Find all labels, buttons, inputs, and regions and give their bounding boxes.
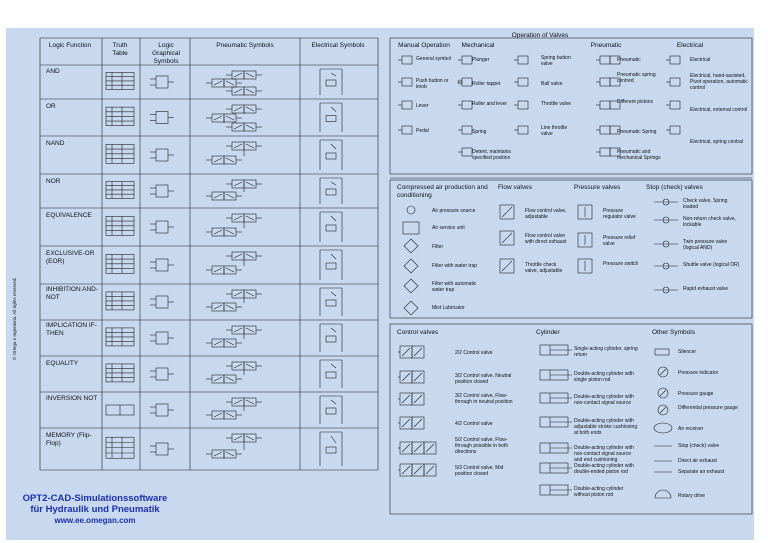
logic-gate-symbol bbox=[156, 221, 168, 233]
actuator-symbol bbox=[402, 101, 412, 109]
relay-coil bbox=[326, 336, 336, 342]
actuator-symbol bbox=[462, 56, 472, 64]
gauge-needle bbox=[660, 390, 666, 396]
flow-arrow bbox=[246, 328, 254, 332]
flow-arrow bbox=[226, 268, 234, 272]
pressure-title: Pressure valves bbox=[574, 184, 621, 191]
flow-arrow bbox=[234, 254, 242, 258]
control-flow-arrow bbox=[414, 444, 422, 452]
valve-manual-label: Lever bbox=[416, 103, 429, 109]
valves-col-manual: Manual Operation bbox=[398, 42, 450, 49]
flow-arrow bbox=[234, 216, 242, 220]
flow-arrow bbox=[214, 230, 222, 234]
control-flow-arrow bbox=[426, 444, 434, 452]
control-flow-arrow bbox=[402, 348, 410, 356]
copyright-note: © Ortega e Ingenieria. All rights reserved. bbox=[12, 277, 17, 360]
logic-row-name: OR bbox=[46, 103, 56, 110]
filter-diamond bbox=[404, 259, 418, 273]
filter-diamond bbox=[404, 239, 418, 253]
valve-mechanical2-label: Line throttle valve bbox=[541, 125, 568, 137]
control-flow-arrow bbox=[414, 373, 422, 381]
control-item-label: 5/2 Control valve, Flow-through possible in both directions bbox=[455, 437, 509, 455]
valve-mechanical2-label: Throttle valve bbox=[541, 101, 572, 107]
pressure-item-label: Pressure switch bbox=[603, 261, 639, 267]
control-item-label: 2/2 Control valve bbox=[455, 350, 493, 356]
control-flow-arrow bbox=[402, 444, 410, 452]
flow-item-label: Flow control valve, adjustable bbox=[525, 208, 567, 220]
gauge-needle bbox=[660, 369, 666, 375]
flow-arrow bbox=[234, 182, 242, 186]
valve-mechanical-label: Detent, maintains specified position bbox=[472, 149, 511, 161]
actuator-symbol bbox=[402, 78, 412, 86]
switch-contact bbox=[331, 292, 336, 296]
flow-arrow bbox=[226, 305, 234, 309]
flow-arrow bbox=[214, 452, 222, 456]
adjust-arrow bbox=[502, 233, 512, 243]
rotary-drive-symbol bbox=[655, 490, 671, 498]
flow-arrow bbox=[234, 89, 242, 93]
flow-arrow bbox=[234, 328, 242, 332]
header-logic-graphical: Logic Graphical Symbols bbox=[152, 42, 180, 65]
flow-arrow bbox=[226, 194, 234, 198]
logic-gate-symbol bbox=[156, 296, 168, 308]
flow-arrow bbox=[214, 377, 222, 381]
relay-coil bbox=[326, 300, 336, 306]
logic-row-name: INVERSION NOT bbox=[46, 395, 98, 402]
valve-manual-label: General symbol bbox=[416, 56, 452, 62]
valve-mechanical-label: Plunger bbox=[472, 57, 490, 63]
flow-item-label: Flow control valve with direct exhaust bbox=[525, 233, 567, 245]
other-item-label: Stop (check) valve bbox=[678, 443, 720, 449]
switch-contact bbox=[331, 364, 336, 368]
relay-coil bbox=[326, 116, 336, 122]
relay-coil bbox=[326, 372, 336, 378]
pressure-item-label: Pressure relief valve bbox=[603, 235, 636, 247]
check-item-label: Non-return check valve, lockable bbox=[683, 216, 736, 228]
flow-arrow bbox=[226, 116, 234, 120]
control-flow-arrow bbox=[402, 373, 410, 381]
logic-row-name: EQUIVALENCE bbox=[46, 212, 92, 219]
gauge-needle bbox=[660, 407, 666, 413]
flow-arrow bbox=[226, 230, 234, 234]
valves-col-pneumatic: Pneumatic bbox=[590, 42, 622, 49]
control-flow-arrow bbox=[402, 419, 410, 427]
valve-pneumatic-label: Different pistons bbox=[617, 99, 654, 105]
flow-arrow bbox=[246, 182, 254, 186]
actuator-symbol bbox=[462, 101, 472, 109]
cylinder-item-label: Double-acting cylinder with non-contact signal source and end cushioning bbox=[574, 445, 634, 463]
compressed-item-label: Filter with water trap bbox=[432, 263, 478, 269]
pressure-item-label: Pressure regulator valve bbox=[603, 208, 636, 220]
logic-gate-symbol bbox=[156, 112, 168, 124]
compressed-item-label: Filter with automatic water trap bbox=[432, 281, 477, 293]
relay-coil bbox=[326, 408, 336, 414]
flow-arrow bbox=[246, 400, 254, 404]
actuator-symbol bbox=[600, 78, 610, 86]
footer-line-2: für Hydraulik und Pneumatik bbox=[30, 504, 160, 515]
valves-col-electrical: Electrical bbox=[676, 42, 704, 49]
pressure-source-circle bbox=[407, 206, 415, 214]
filter-diamond bbox=[404, 279, 418, 293]
actuator-symbol bbox=[462, 78, 472, 86]
actuator-symbol bbox=[462, 126, 472, 134]
flow-arrow bbox=[226, 81, 234, 85]
control-item-label: 4/2 Control valve bbox=[455, 421, 493, 427]
control-flow-arrow bbox=[426, 466, 434, 474]
control-item-label: 5/3 Control valve, Mid position closed bbox=[455, 465, 504, 477]
valve-mechanical-label: Roller tappet bbox=[472, 81, 501, 87]
adjust-arrow bbox=[502, 207, 512, 217]
filter-diamond bbox=[404, 301, 418, 315]
control-flow-arrow bbox=[414, 466, 422, 474]
logic-row-name: EXCLUSIVE-OR (EOR) bbox=[46, 250, 95, 265]
flow-arrow bbox=[246, 436, 254, 440]
valve-mechanical2-label: Ball valve bbox=[541, 81, 563, 87]
flow-arrow bbox=[246, 364, 254, 368]
actuator-symbol bbox=[600, 126, 610, 134]
adjust-arrow bbox=[502, 261, 512, 271]
valve-mechanical-label: Spring bbox=[472, 129, 487, 135]
flow-arrow bbox=[214, 268, 222, 272]
control-item-label: 3/2 Control valve, Flow-through in neutral position bbox=[455, 393, 513, 405]
logic-gate-symbol bbox=[156, 332, 168, 344]
other-title: Other Symbols bbox=[652, 329, 695, 336]
cylinder-title: Cylinder bbox=[536, 329, 560, 336]
relay-coil bbox=[326, 153, 336, 159]
flow-arrow bbox=[234, 73, 242, 77]
flow-arrow bbox=[246, 216, 254, 220]
flow-arrow bbox=[214, 81, 222, 85]
logic-row-name: IMPLICATION IF-THEN bbox=[46, 322, 97, 337]
header-electrical-symbols: Electrical Symbols bbox=[311, 42, 365, 49]
flow-arrow bbox=[246, 254, 254, 258]
flow-arrow bbox=[246, 89, 254, 93]
valve-pneumatic-label: Pneumatic and mechanical Springs bbox=[617, 149, 661, 161]
compressed-item-label: Filter bbox=[432, 244, 444, 250]
actuator-symbol bbox=[600, 148, 610, 156]
header-truth-table: Truth Table bbox=[112, 42, 128, 57]
valve-electrical-label: Electrical, external control bbox=[690, 107, 748, 113]
logic-gate-symbol bbox=[156, 404, 168, 416]
valves-col-mechanical: Mechanical bbox=[461, 42, 495, 49]
cylinder-item-label: Double-acting cylinder with adjustable stroke cushioning at both ends bbox=[574, 418, 638, 436]
valve-electrical-label: Electrical bbox=[690, 57, 711, 63]
logic-row-name: INHIBITION AND-NOT bbox=[46, 286, 99, 301]
relay-coil bbox=[326, 263, 336, 269]
valve-mechanical2-label: Spring button valve bbox=[541, 55, 571, 67]
valve-electrical-label: Electrical, spring central bbox=[690, 139, 744, 145]
service-unit-box bbox=[403, 222, 419, 234]
flow-arrow bbox=[234, 292, 242, 296]
compressed-item-label: Air pressure source bbox=[432, 208, 476, 214]
air-receiver-ellipse bbox=[654, 423, 672, 433]
actuator-symbol bbox=[600, 101, 610, 109]
footer-brand bbox=[20, 493, 170, 526]
compressed-item-label: Mist Lubricator bbox=[432, 305, 465, 311]
valve-electrical-label: Electrical, hand-assisted, Pivot operation, automatic control bbox=[690, 73, 748, 91]
actuator-symbol bbox=[462, 148, 472, 156]
check-item-label: Check valve, Spring loaded bbox=[683, 198, 728, 210]
logic-row-name: EQUALITY bbox=[46, 360, 79, 367]
flow-arrow bbox=[214, 413, 222, 417]
flow-arrow bbox=[246, 125, 254, 129]
cylinder-item-label: Single-acting cylinder, spring return bbox=[574, 346, 638, 358]
logic-row-name: AND bbox=[46, 68, 60, 75]
logic-gate-symbol bbox=[156, 259, 168, 271]
flow-arrow bbox=[234, 144, 242, 148]
flow-arrow bbox=[246, 292, 254, 296]
check-item-label: Twin pressure valve (logical AND) bbox=[683, 239, 728, 251]
switch-contact bbox=[331, 436, 336, 443]
control-title: Control valves bbox=[397, 329, 439, 336]
flow-title: Flow valves bbox=[498, 184, 532, 191]
check-item-label: Shuttle valve (logical OR) bbox=[683, 262, 740, 268]
switch-contact bbox=[331, 107, 336, 112]
logic-gate-symbol bbox=[156, 76, 168, 88]
logic-gate-symbol bbox=[156, 368, 168, 380]
cylinder-item-label: Double-acting cylinder with double-ended piston rod bbox=[574, 463, 634, 475]
other-item-label: Rotary drive bbox=[678, 493, 705, 499]
logic-row-name: NOR bbox=[46, 178, 61, 185]
actuator-symbol bbox=[600, 56, 610, 64]
control-flow-arrow bbox=[402, 466, 410, 474]
flow-arrow bbox=[226, 341, 234, 345]
silencer-box bbox=[655, 349, 669, 355]
control-flow-arrow bbox=[414, 348, 422, 356]
other-item-label: Air receiver bbox=[678, 426, 704, 432]
flow-arrow bbox=[234, 400, 242, 404]
control-item-label: 3/2 Control valve, Neutral position closed bbox=[455, 373, 512, 385]
flow-arrow bbox=[214, 194, 222, 198]
actuator-symbol bbox=[402, 56, 412, 64]
logic-row-name: NAND bbox=[46, 140, 65, 147]
logic-gate-symbol bbox=[156, 185, 168, 197]
logic-gate-symbol bbox=[156, 443, 168, 455]
relay-coil bbox=[326, 80, 336, 86]
valve-mechanical-label: Roller and lever bbox=[472, 101, 508, 107]
flow-arrow bbox=[226, 158, 234, 162]
other-item-label: Differential pressure gauge bbox=[678, 405, 738, 411]
valves-title: Operation of Valves bbox=[511, 32, 569, 39]
switch-contact bbox=[331, 182, 336, 185]
switch-contact bbox=[331, 400, 336, 404]
valve-pneumatic-label: Pneumatic Spring bbox=[617, 129, 657, 135]
logic-row-name: MEMORY (Flip-Flop) bbox=[46, 432, 92, 447]
other-item-label: Pressure gauge bbox=[678, 391, 714, 397]
footer-url[interactable]: www.ee.omegan.com bbox=[54, 516, 136, 525]
switch-contact bbox=[331, 216, 336, 221]
switch-contact bbox=[331, 144, 336, 149]
flow-item-label: Throttle check valve, adjustable bbox=[525, 262, 563, 274]
flow-arrow bbox=[246, 107, 254, 111]
relay-coil bbox=[326, 189, 336, 195]
flow-arrow bbox=[214, 341, 222, 345]
check-item-label: Rapid exhaust valve bbox=[683, 286, 729, 292]
flow-arrow bbox=[234, 436, 242, 440]
cylinder-item-label: Double-acting cylinder with single piston rod bbox=[574, 371, 634, 383]
control-flow-arrow bbox=[402, 395, 410, 403]
flow-arrow bbox=[214, 158, 222, 162]
actuator-symbol bbox=[402, 126, 412, 134]
flow-arrow bbox=[246, 144, 254, 148]
control-flow-arrow bbox=[414, 395, 422, 403]
check-title: Stop (check) valves bbox=[646, 184, 703, 191]
logic-gate-symbol bbox=[156, 149, 168, 161]
valve-pneumatic-label: Pneumatic spring centred bbox=[617, 72, 656, 84]
flow-arrow bbox=[214, 116, 222, 120]
relay-coil bbox=[326, 447, 336, 453]
header-logic-function: Logic Function bbox=[48, 42, 92, 49]
flow-arrow bbox=[234, 107, 242, 111]
other-item-label: Separate air exhaust bbox=[678, 469, 725, 475]
switch-contact bbox=[331, 328, 336, 332]
compressed-title: Compressed air production and conditioning bbox=[397, 184, 488, 199]
valve-manual-label: Pedal bbox=[416, 128, 429, 134]
relay-coil bbox=[326, 225, 336, 231]
other-item-label: Direct air exhaust bbox=[678, 458, 717, 464]
flow-arrow bbox=[246, 73, 254, 77]
cylinder-item-label: Double-acting cylinder with non-contact signal source bbox=[574, 394, 634, 406]
compressed-item-label: Air service unit bbox=[432, 225, 465, 231]
control-flow-arrow bbox=[414, 419, 422, 427]
switch-contact bbox=[331, 73, 336, 76]
header-pneumatic-symbols: Pneumatic Symbols bbox=[216, 42, 274, 49]
flow-arrow bbox=[234, 364, 242, 368]
valve-pneumatic-label: Pneumatic bbox=[617, 57, 641, 63]
switch-contact bbox=[331, 254, 336, 259]
other-item-label: Silencer bbox=[678, 349, 697, 355]
other-item-label: Pressure indicator bbox=[678, 370, 719, 376]
cylinder-item-label: Double-acting cylinder without piston rod bbox=[574, 486, 624, 498]
valve-manual-label: Push button or knob bbox=[416, 78, 449, 90]
flow-arrow bbox=[214, 305, 222, 309]
flow-arrow bbox=[234, 125, 242, 129]
footer-line-1: OPT2-CAD-Simulationssoftware bbox=[22, 493, 168, 504]
flow-arrow bbox=[226, 377, 234, 381]
flow-arrow bbox=[226, 413, 234, 417]
flow-arrow bbox=[226, 452, 234, 456]
